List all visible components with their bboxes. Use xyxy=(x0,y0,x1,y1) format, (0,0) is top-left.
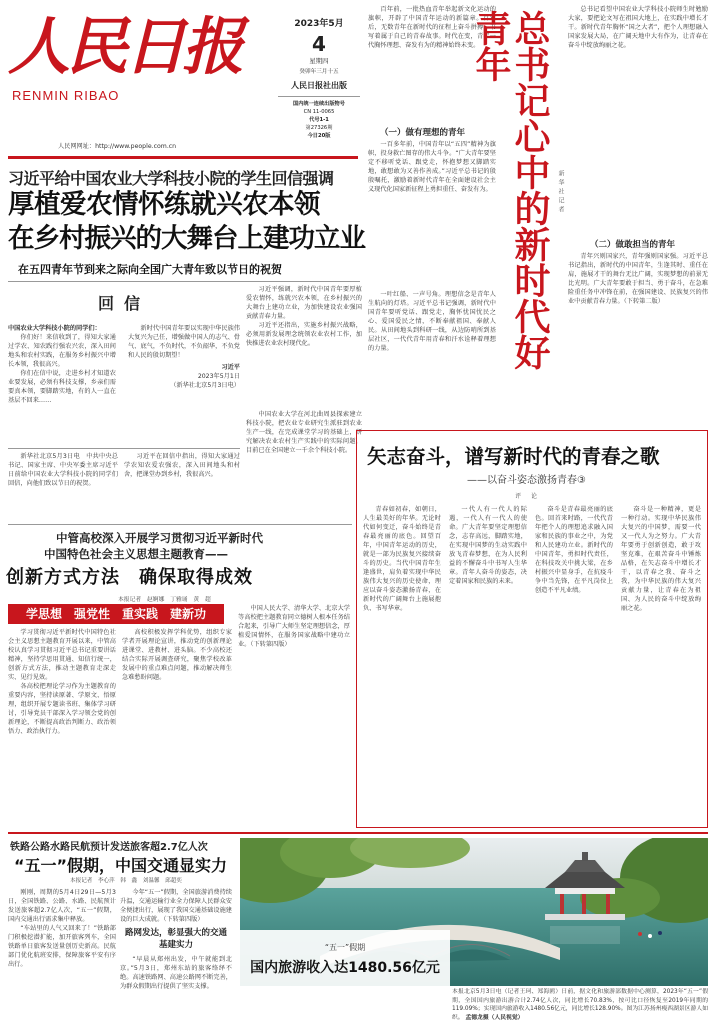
letter-note: （新华社北京5月3日电） xyxy=(170,382,240,389)
commentary-col-4-text: 总书记看望中国农业大学科技小院师生时勉励大家，要把论文写在祖国大地上，在实践中增长才干。新时代青年胸怀“国之大者”，把个人理想融入国家发展大局，在广阔天地中大有作为，让青春在奋斗中绽放绚丽之花。 xyxy=(568,6,708,49)
commentary-col-2-text: 一百多年前，中国青年以“五四”精神为旗帜，投身救亡图存的伟大斗争。“广大青年要坚定不移听党话、跟党走，怀抱梦想又脚踏实地，敢想敢为又善作善成。”习近平总书记的殷殷嘱托，激励着新时代青年在全面建设社会主义现代化国家新征程上勇担重任、奋发有为。 xyxy=(368,141,496,193)
feature-box xyxy=(356,430,708,828)
commentary-col-3 xyxy=(368,290,496,420)
education-col-1-text: 学习贯彻习近平新时代中国特色社会主义思想主题教育开展以来，中管高校认真学习贯彻习近平总书记重要讲话精神，坚持学思用贯通、知信行统一，创新方式方法，推动主题教育走深走实、见行见效。 xyxy=(8,629,116,681)
issue-serial-cn: CN 11-0065 xyxy=(303,109,335,115)
photo-crowd-3 xyxy=(658,931,662,935)
letter-p2: 你们在信中说，走进乡村才知道农业要发展，必须有科技支撑，乡亲们需要真本领，要脚踏实地，有的人一直在基层不回来…… xyxy=(8,370,116,404)
transport-headline: “五一”假期，中国交通显实力 xyxy=(14,856,228,875)
transport-col-1 xyxy=(8,888,116,1018)
feature-subhead: ——以奋斗姿态激扬青春③ xyxy=(467,475,586,486)
feature-col-2 xyxy=(449,505,527,823)
letter-sign: 习近平 xyxy=(221,364,240,371)
feature-col-1-text: 青春如初春，如朝日，人生最美好的年华。无论时代如何变迁，奋斗始终是青春最亮丽的底色。回望百年，中国青年运动的历史，就是一部为民族复兴接续奋斗的历史。当代中国青年生逢盛世，肩负着实现中华民族伟大复兴的历史使命，理应以奋斗姿态激扬青春，在新时代的广阔舞台上施展抱负、书写华章。 xyxy=(363,506,441,612)
education-col-3-text: 高校积极发挥学科优势，组织专家学者开展理论宣讲，推动党的创新理论进课堂、进教材、进头脑。不少高校还结合实际开展调查研究，聚焦学校改革发展中的重点难点问题，推动解决师生急难愁盼问题。 xyxy=(122,629,232,681)
photo-caption-area xyxy=(240,930,450,986)
issue-weekday: 星期四 xyxy=(309,57,329,65)
commentary-byline: 新华社记者 xyxy=(557,170,564,215)
photo-credit: 孟德龙摄（人民视觉） xyxy=(465,1014,524,1021)
issue-year-month: 2023年5月 xyxy=(294,19,344,29)
photo xyxy=(240,838,708,986)
transport-col-2-text: “车站里的人气又回来了！”铁路部门积极挖潜扩能，加开旅客列车，全国铁路单日旅客发送量创历史新高。民航部门优化航班安排，保障旅客平安有序出行。 xyxy=(8,925,116,968)
issue-pages: 今日20版 xyxy=(307,133,331,139)
education-col-1 xyxy=(8,628,116,824)
lead-report-d xyxy=(246,410,362,520)
letter-date: 2023年5月1日 xyxy=(197,373,240,380)
education-top-rule xyxy=(8,524,352,525)
issue-info xyxy=(278,16,360,140)
feature-col-1 xyxy=(363,505,441,823)
lead-report-a xyxy=(8,452,118,520)
photo-crowd-2 xyxy=(648,934,652,938)
letter-body xyxy=(8,324,116,444)
education-col-2 xyxy=(122,628,232,824)
education-col-2-text: 各高校把理论学习作为主题教育的重要内容，坚持读原著、学原文、悟原理，组织开展专题读书班、集体学习研讨，引导党员干部深入学习领会党的创新理论，不断提高政治判断力、政治领悟力、政治执行力。 xyxy=(8,683,116,735)
photo-crowd-1 xyxy=(638,932,642,936)
letter-p1: 你们好！来信收到了，得知大家通过学农、知农践行强农兴农，深入田间地头和农村实践，在服务乡村振兴中增长本领，我很高兴。 xyxy=(8,334,116,368)
lead-report-p3: 习近平强调，新时代中国青年要厚植爱农情怀，练就兴农本领，在乡村振兴的大舞台上建功立业，为加快建设农业强国贡献青春力量。 xyxy=(246,286,362,320)
transport-kicker: 铁路公路水路民航预计发送旅客超2.7亿人次 xyxy=(10,842,208,853)
lead-divider xyxy=(8,281,360,282)
issue-day: 4 xyxy=(312,32,326,56)
photo-caption-head: 国内旅游收入达1480.56亿元 xyxy=(250,960,440,976)
feature-col-4 xyxy=(621,505,701,823)
photo-caption xyxy=(452,988,708,1022)
bottom-section-rule xyxy=(8,832,708,834)
lead-headline-2: 在乡村振兴的大舞台上建功立业 xyxy=(8,223,365,254)
feature-col-2-text: 一代人有一代人的际遇，一代人有一代人的使命。广大青年要坚定理想信念，志存高远，脚踏实地，在实现中国梦的生动实践中放飞青春梦想，在为人民利益的不懈奋斗中书写人生华章。青年人奋斗的姿态，决定着国家和民族的未来。 xyxy=(449,506,527,585)
education-kicker-2: 中国特色社会主义思想主题教育—— xyxy=(44,547,228,561)
transport-col-1-text: 刚刚，周期的5月4日29日—5月3日，全国铁路、公路、水路、民航预计发送旅客超2.7亿人次，“五一”假期，国内交通出行需求集中释放。 xyxy=(8,889,116,923)
letter-greeting: 中国农业大学科技小院的同学们： xyxy=(8,325,101,332)
issue-lunar: 癸卯年三月十五 xyxy=(299,69,339,75)
transport-byline: 本报记者 李心萍 韩 鑫 刘温馨 邱超奕 xyxy=(70,878,182,884)
lead-kicker: 习近平给中国农业大学科技小院的学生回信强调 xyxy=(8,169,334,188)
commentary-col-5-text: 青年兴则国家兴，青年强则国家强。习近平总书记指出，新时代的中国青年，生逢其时、重任在肩，施展才干的舞台无比广阔，实现梦想的前景无比光明。广大青年要敢于担当、勇于奋斗，在急难险重任务中冲锋在前，在强国建设、民族复兴的伟业中贡献青春力量。（下转第二版） xyxy=(568,253,708,305)
lead-report-c xyxy=(246,285,362,405)
masthead-rule xyxy=(8,156,358,159)
feature-col-4-text: 奋斗是一种精神，更是一种行动。实现中华民族伟大复兴的中国梦，需要一代又一代人为之努力。广大青年要勇于创新创造，敢于攻坚克难，在艰苦奋斗中锤炼品格，在矢志奋斗中增长才干，以青春之我、奋斗之我，为中华民族的伟大复兴贡献力量，让青春在为祖国、为人民的奋斗中绽放绚丽之花。 xyxy=(621,506,701,612)
lead-headline-1: 厚植爱农情怀练就兴农本领 xyxy=(8,189,320,220)
feature-byline: 评 论 xyxy=(515,493,540,500)
education-col-3 xyxy=(238,604,350,824)
letter-p3: 新时代中国青年要以实现中华民族伟大复兴为己任，增强做中国人的志气、骨气、底气，不负时代，不负韶华，不负党和人民的殷切期望！ xyxy=(128,325,240,359)
feature-col-3 xyxy=(535,505,613,823)
photo-tag: “五一”假期 xyxy=(324,943,366,952)
issue-number: 第27326期 xyxy=(305,125,333,131)
commentary-col-5 xyxy=(568,252,708,422)
letter-divider xyxy=(8,448,240,449)
letter-title: 回信 xyxy=(97,294,150,313)
lead-report-p1: 新华社北京5月3日电 中共中央总书记、国家主席、中央军委主席习近平日前给中国农业大学科技小院的同学们回信，向他们致以节日的祝贺。 xyxy=(8,453,118,487)
letter-box xyxy=(8,285,240,445)
masthead-pinyin: RENMIN RIBAO xyxy=(12,88,120,103)
letter-body-2 xyxy=(128,324,240,444)
transport-col-4-text: 今年“五一”假期，全国旅游消费持续升温，交通运输行业全力保障人民群众安全便捷出行，展现了我国交通基础设施建设的巨大成就。（下转第四版） xyxy=(120,889,232,923)
issue-serial-label: 国内统一连续出版物号 xyxy=(293,101,345,107)
transport-col-2-top xyxy=(120,888,232,924)
masthead-website[interactable]: 人民网网址：http://www.people.com.cn xyxy=(58,143,177,150)
commentary-headline: 总书记心中的新时代好青年 xyxy=(470,10,550,370)
commentary-col-2 xyxy=(368,140,496,285)
feature-col-3-text: 奋斗是青春最亮丽的底色。回首来时路，一代代青年把个人的理想追求融入国家和民族的事业之中，为党和人民建功立业。新时代的中国青年，勇担时代责任，在科技攻关中挑大梁，在乡村振兴中显身手，在抗疫斗争中当先锋，在平凡岗位上创造不平凡业绩。 xyxy=(535,506,613,594)
lead-report-p4: 习近平还指出，实施乡村振兴战略，必须用新发展理念统领农业农村工作，加快推进农业农村现代化。 xyxy=(246,322,362,347)
photo-caption-text: 本报北京5月3日电（记者王珂、郑海鸥）日前，据文化和旅游部数据中心测算，2023年“五一”假期，全国国内旅游出游合计2.74亿人次，同比增长70.83%，按可比口径恢复至2019年同期的119.09%；实现国内旅游收入1480.56亿元，同比增长128.90%。图为江苏扬州瘦西湖景区游人如织。 xyxy=(452,989,708,1021)
commentary-col-1-text: 百年前，一批热血青年举起新文化运动的旗帜，开辟了中国青年运动的新篇章。百年后，无数青年在新时代的征程上奋斗拼搏，书写着属于自己的青春故事。时代在变，青年一代胸怀理想、奋发有为的精神始终未变。 xyxy=(368,6,496,49)
education-banner: 学思想 强党性 重实践 建新功 xyxy=(8,604,224,624)
feature-headline: 矢志奋斗，谱写新时代的青春之歌 xyxy=(367,445,660,468)
issue-serial-box xyxy=(278,96,360,140)
commentary-col-3-text: 一叶红船、一声号角。理想信念是青年人生航向的灯塔。习近平总书记强调，新时代中国青年要听党话、跟党走，胸怀忧国忧民之心、爱国爱民之情，不断奉献祖国、奉献人民。从田间地头到科研一线，从边防哨所到基层社区，一代代青年用青春和汗水诠释着理想的力量。 xyxy=(368,291,496,352)
lead-subhead: 在五四青年节到来之际向全国广大青年致以节日的祝贺 xyxy=(18,263,282,276)
commentary-section-1: （一）做有理想的青年 xyxy=(380,128,466,138)
commentary-col-4 xyxy=(568,5,708,235)
commentary-section-2: （二）做敢担当的青年 xyxy=(590,240,676,250)
masthead-title: 人民日报 xyxy=(8,10,241,83)
lead-report-p2: 习近平在回信中指出，得知大家通过学农知农爱农强农，深入田间地头和村舍，把课堂办到乡村，我很高兴。 xyxy=(124,453,240,478)
transport-col-2-bottom xyxy=(120,955,232,1019)
photo-reflection xyxy=(550,926,620,944)
transport-col-3-text: “早晨从郑州出发，中午就能到北京。”5月3日，郑州东站的旅客络绎不绝。高速铁路网、高速公路网不断完善，为群众假期出行提供了坚实支撑。 xyxy=(120,956,232,990)
lead-report-b xyxy=(124,452,240,520)
education-headline: 创新方式方法 确保取得成效 xyxy=(6,567,253,588)
education-byline: 本报记者 赵婀娜 丁雅诵 黄 超 xyxy=(118,597,211,603)
issue-code: 代号1-1 xyxy=(309,117,329,123)
issue-publisher: 人民日报社出版 xyxy=(291,81,347,90)
transport-subheading: 路网发达，彰显强大的交通基建实力 xyxy=(124,928,227,950)
education-col-4-text: 中国人民大学、清华大学、北京大学等高校把主题教育同立德树人根本任务结合起来，引导广大师生坚定理想信念，厚植爱国情怀，在服务国家战略中建功立业。（下转第四版） xyxy=(238,605,350,648)
transport-col-2 xyxy=(120,888,232,1018)
lead-report-p5: 中国农业大学在河北曲周县探索建立科技小院，把农业专业研究生派驻到农业生产一线，在完成课堂学习的基础上，研究解决农业农村生产实践中的实际问题，目前已在全国建立一千余个科技小院。 xyxy=(246,411,362,454)
education-kicker: 中管高校深入开展学习贯彻习近平新时代 xyxy=(56,531,263,545)
